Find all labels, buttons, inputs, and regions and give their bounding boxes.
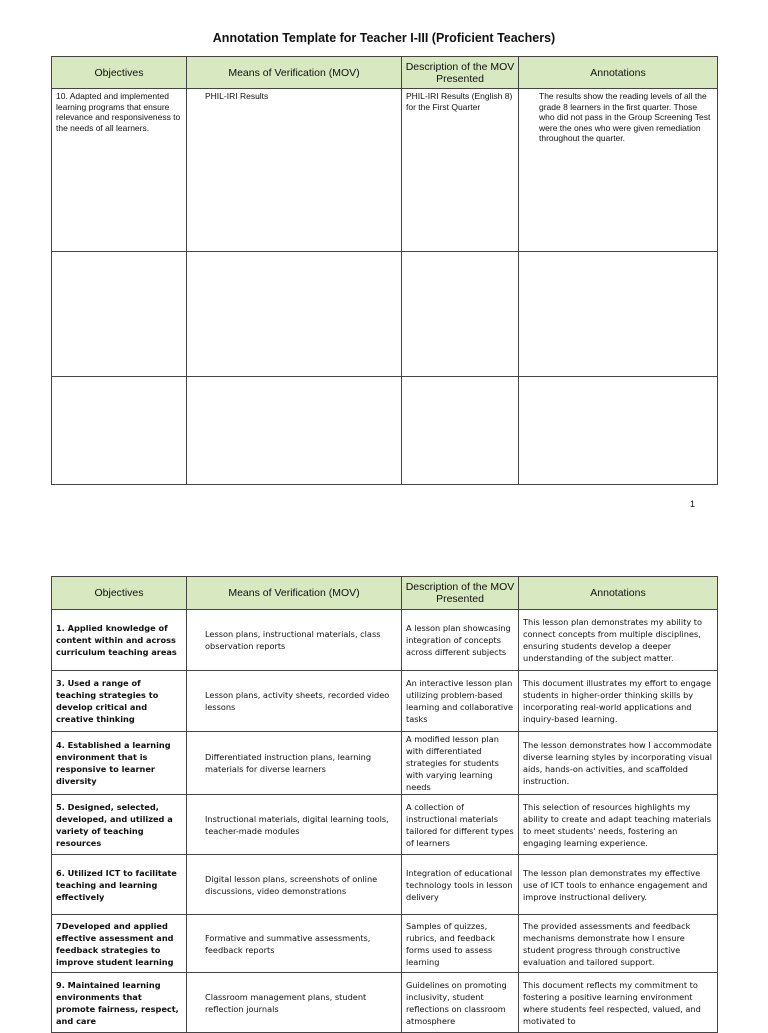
table-row	[52, 610, 718, 671]
description-cell	[402, 377, 519, 485]
table-row	[52, 89, 718, 252]
objective-cell: 7Developed and applied effective assessment and feedback strategies to improve student learning	[52, 915, 187, 973]
header-annotations: Annotations	[519, 57, 718, 89]
description-cell: Samples of quizzes, rubrics, and feedback forms used to assess learning	[402, 915, 519, 973]
header-mov: Means of Verification (MOV)	[187, 57, 402, 89]
annotation-cell: The lesson demonstrates how I accommodate diverse learning styles by incorporating visual aids, hands-on activities, and scaffolded instruction.	[519, 732, 718, 795]
objective-cell: 10. Adapted and implemented learning programs that ensure relevance and responsiveness to the needs of all learners.	[52, 89, 187, 252]
annotation-cell: This selection of resources highlights my ability to create and adapt teaching materials to meet students' needs, fostering an engaging learning experience.	[519, 795, 718, 855]
table-row	[52, 855, 718, 915]
description-cell	[402, 252, 519, 377]
annotation-cell: The results show the reading levels of all the grade 8 learners in the first quarter. Those who did not pass in the Group Screening Test were the ones who were given remediation throughout the quarter.	[519, 89, 718, 252]
description-cell: An interactive lesson plan utilizing problem-based learning and collaborative tasks	[402, 671, 519, 732]
mov-cell: PHIL-IRI Results	[187, 89, 402, 252]
mov-cell: Differentiated instruction plans, learning materials for diverse learners	[187, 732, 402, 795]
mov-cell	[187, 252, 402, 377]
objective-cell	[52, 252, 187, 377]
table-row	[52, 671, 718, 732]
header-annotations: Annotations	[519, 577, 718, 610]
mov-cell: Classroom management plans, student reflection journals	[187, 973, 402, 1033]
annotation-cell: The provided assessments and feedback mechanisms demonstrate how I ensure student progress through constructive evaluation and tailored support.	[519, 915, 718, 973]
annotation-cell	[519, 252, 718, 377]
description-cell: A lesson plan showcasing integration of concepts across different subjects	[402, 610, 519, 671]
header-description: Description of the MOV Presented	[402, 577, 519, 610]
document-title: Annotation Template for Teacher I-III (Proficient Teachers)	[212, 31, 556, 45]
objective-cell: 5. Designed, selected, developed, and utilized a variety of teaching resources	[52, 795, 187, 855]
header-objectives: Objectives	[52, 577, 187, 610]
annotation-cell	[519, 377, 718, 485]
mov-cell: Digital lesson plans, screenshots of online discussions, video demonstrations	[187, 855, 402, 915]
annotation-cell: The lesson plan demonstrates my effective use of ICT tools to enhance engagement and improve instructional delivery.	[519, 855, 718, 915]
annotation-table-page1	[51, 56, 718, 485]
description-cell: PHIL-IRI Results (English 8) for the First Quarter	[402, 89, 519, 252]
description-cell: A modified lesson plan with differentiated strategies for students with varying learning needs	[402, 732, 519, 795]
mov-cell: Formative and summative assessments, feedback reports	[187, 915, 402, 973]
mov-cell	[187, 377, 402, 485]
objective-cell: 6. Utilized ICT to facilitate teaching and learning effectively	[52, 855, 187, 915]
table-row	[52, 732, 718, 795]
table-row	[52, 377, 718, 485]
annotation-table-page2	[51, 576, 718, 1033]
objective-cell: 9. Maintained learning environments that promote fairness, respect, and care	[52, 973, 187, 1033]
annotation-cell: This document illustrates my effort to engage students in higher-order thinking skills by incorporating real-world applications and inquiry-based learning.	[519, 671, 718, 732]
table-row	[52, 795, 718, 855]
table-row	[52, 915, 718, 973]
page-number: 1	[690, 499, 696, 509]
header-description: Description of the MOV Presented	[402, 57, 519, 89]
objective-cell: 1. Applied knowledge of content within and across curriculum teaching areas	[52, 610, 187, 671]
mov-cell: Lesson plans, instructional materials, class observation reports	[187, 610, 402, 671]
header-objectives: Objectives	[52, 57, 187, 89]
objective-cell: 4. Established a learning environment that is responsive to learner diversity	[52, 732, 187, 795]
header-mov: Means of Verification (MOV)	[187, 577, 402, 610]
mov-cell: Instructional materials, digital learning tools, teacher-made modules	[187, 795, 402, 855]
objective-cell: 3. Used a range of teaching strategies to develop critical and creative thinking	[52, 671, 187, 732]
annotation-cell: This lesson plan demonstrates my ability to connect concepts from multiple disciplines, ensuring students develop a deeper understanding of the subject matter.	[519, 610, 718, 671]
objective-cell	[52, 377, 187, 485]
description-cell: A collection of instructional materials tailored for different types of learners	[402, 795, 519, 855]
description-cell: Guidelines on promoting inclusivity, student reflections on classroom atmosphere	[402, 973, 519, 1033]
annotation-cell: This document reflects my commitment to fostering a positive learning environment where students feel respected, valued, and motivated to	[519, 973, 718, 1033]
description-cell: Integration of educational technology tools in lesson delivery	[402, 855, 519, 915]
table-row	[52, 252, 718, 377]
mov-cell: Lesson plans, activity sheets, recorded video lessons	[187, 671, 402, 732]
